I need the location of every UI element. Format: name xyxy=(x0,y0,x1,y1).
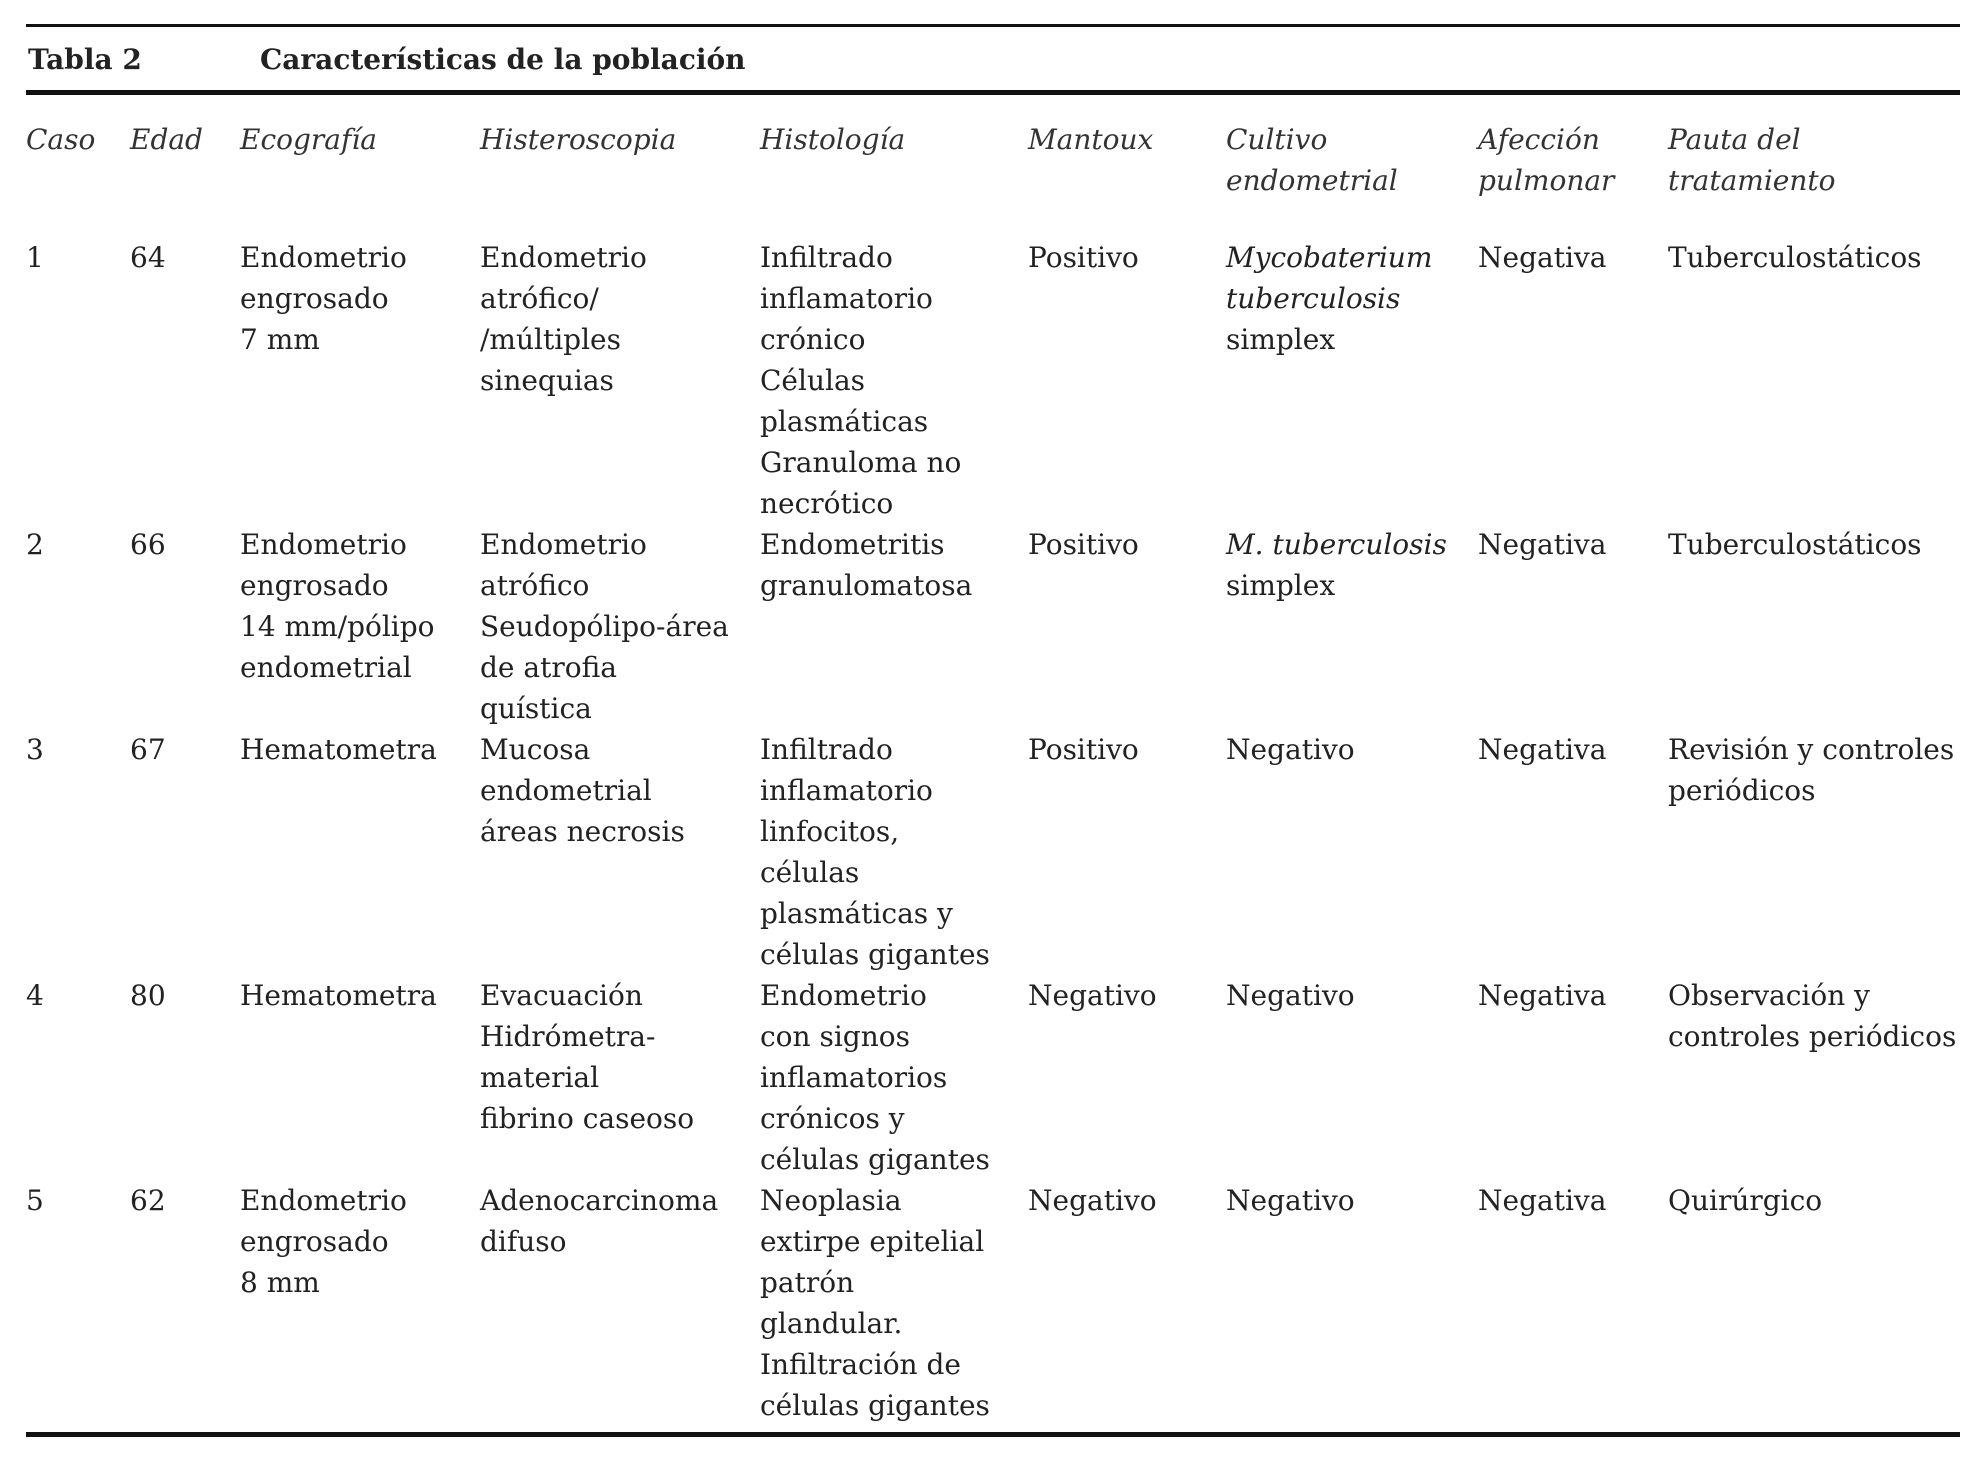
cell-afeccion: Negativa xyxy=(1478,733,1607,766)
cell-cultivo xyxy=(1226,237,1478,524)
cell-histologia xyxy=(760,524,1028,729)
cell-caso: 4 xyxy=(26,979,44,1012)
data-table xyxy=(26,95,1960,1426)
cell-line: Edad xyxy=(130,123,203,156)
cell-line: simplex xyxy=(1226,323,1336,356)
cell-afeccion: Negativa xyxy=(1478,528,1607,561)
cell-line: glandular. xyxy=(760,1307,903,1340)
cell-caso: 2 xyxy=(26,528,44,561)
cell-edad: 64 xyxy=(130,241,166,274)
cell-ecografia xyxy=(240,237,480,524)
bottom-rule xyxy=(26,1432,1960,1437)
cell-histologia xyxy=(760,729,1028,975)
cell-line: periódicos xyxy=(1668,774,1816,807)
cell-line: Evacuación xyxy=(480,979,643,1012)
cell-cultivo xyxy=(1226,524,1478,729)
cell-line: difuso xyxy=(480,1225,567,1258)
cell-afeccion: Negativa xyxy=(1478,979,1607,1012)
cell-mantoux: Positivo xyxy=(1028,241,1139,274)
cell-histologia xyxy=(760,237,1028,524)
cell-line: Hidrómetra- xyxy=(480,1020,656,1053)
cell-line: simplex xyxy=(1226,569,1336,602)
cell-line: con signos xyxy=(760,1020,910,1053)
cell-line: Hematometra xyxy=(240,733,437,766)
cell-pauta xyxy=(1668,237,1960,524)
cell-line: 7 mm xyxy=(240,323,320,356)
cell-mantoux: Negativo xyxy=(1028,1184,1157,1217)
table-caption xyxy=(26,27,1960,90)
cell-line: Endometrio xyxy=(480,528,647,561)
cell-line: Tuberculostáticos xyxy=(1668,528,1922,561)
cell-edad: 66 xyxy=(130,528,166,561)
cell-line: quística xyxy=(480,692,592,725)
cell-line: áreas necrosis xyxy=(480,815,685,848)
cell-line: controles periódicos xyxy=(1668,1020,1957,1053)
cell-caso: 5 xyxy=(26,1184,44,1217)
cell-line: células gigantes xyxy=(760,1389,990,1422)
cell-line: Infiltrado xyxy=(760,733,893,766)
column-header xyxy=(1028,95,1226,237)
cell-line: Endometrio xyxy=(240,241,407,274)
cell-line: /múltiples xyxy=(480,323,621,356)
cell-line: atrófico xyxy=(480,569,590,602)
cell-line: Afección xyxy=(1478,123,1600,156)
cell-line: células gigantes xyxy=(760,938,990,971)
cell-histologia xyxy=(760,1180,1028,1426)
column-header xyxy=(130,95,240,237)
cell-line: Histología xyxy=(760,123,906,156)
cell-mantoux: Positivo xyxy=(1028,733,1139,766)
cell-line: Cultivo xyxy=(1226,123,1328,156)
cell-line: crónico xyxy=(760,323,866,356)
cell-mantoux: Positivo xyxy=(1028,528,1139,561)
column-header xyxy=(1668,95,1960,237)
cell-line: material xyxy=(480,1061,600,1094)
table-row xyxy=(26,729,1960,975)
cell-line: Endometrio xyxy=(240,1184,407,1217)
cell-line: tuberculosis xyxy=(1226,282,1401,315)
cell-line: inflamatorio xyxy=(760,282,933,315)
cell-line: Neoplasia xyxy=(760,1184,902,1217)
cell-pauta xyxy=(1668,524,1960,729)
column-header xyxy=(1226,95,1478,237)
cell-line: engrosado xyxy=(240,1225,389,1258)
table-title: Características de la población xyxy=(260,43,746,76)
cell-line: Endometrio xyxy=(240,528,407,561)
cell-histeroscopia xyxy=(480,1180,760,1426)
cell-line: Endometrio xyxy=(480,241,647,274)
cell-line: atrófico/ xyxy=(480,282,599,315)
cell-line: Mycobaterium xyxy=(1226,241,1433,274)
cell-line: pulmonar xyxy=(1478,164,1615,197)
cell-afeccion: Negativa xyxy=(1478,241,1607,274)
cell-line: linfocitos, xyxy=(760,815,900,848)
cell-line: Negativo xyxy=(1226,979,1355,1012)
cell-line: Revisión y controles xyxy=(1668,733,1955,766)
cell-line: inflamatorios xyxy=(760,1061,948,1094)
cell-line: engrosado xyxy=(240,282,389,315)
cell-line: Adenocarcinoma xyxy=(480,1184,719,1217)
table-label: Tabla 2 xyxy=(28,43,142,76)
cell-line: Infiltración de xyxy=(760,1348,961,1381)
cell-line: Células xyxy=(760,364,865,397)
cell-line: tratamiento xyxy=(1668,164,1836,197)
column-header xyxy=(26,95,130,237)
column-header xyxy=(240,95,480,237)
cell-line: 8 mm xyxy=(240,1266,320,1299)
cell-line: Mucosa xyxy=(480,733,591,766)
cell-ecografia xyxy=(240,524,480,729)
table-row xyxy=(26,1180,1960,1426)
cell-pauta xyxy=(1668,1180,1960,1426)
cell-line: patrón xyxy=(760,1266,855,1299)
cell-pauta xyxy=(1668,729,1960,975)
cell-line: de atrofia xyxy=(480,651,617,684)
cell-line: endometrial xyxy=(480,774,652,807)
cell-line: Quirúrgico xyxy=(1668,1184,1823,1217)
cell-ecografia xyxy=(240,729,480,975)
cell-line: Mantoux xyxy=(1028,123,1154,156)
cell-pauta xyxy=(1668,975,1960,1180)
cell-line: granulomatosa xyxy=(760,569,973,602)
cell-line: fibrino caseoso xyxy=(480,1102,695,1135)
cell-line: Tuberculostáticos xyxy=(1668,241,1922,274)
cell-histeroscopia xyxy=(480,524,760,729)
cell-cultivo xyxy=(1226,729,1478,975)
cell-caso: 3 xyxy=(26,733,44,766)
cell-line: extirpe epitelial xyxy=(760,1225,985,1258)
cell-histeroscopia xyxy=(480,729,760,975)
cell-histeroscopia xyxy=(480,975,760,1180)
cell-line: Ecografía xyxy=(240,123,377,156)
cell-line: Infiltrado xyxy=(760,241,893,274)
cell-cultivo xyxy=(1226,975,1478,1180)
cell-mantoux: Negativo xyxy=(1028,979,1157,1012)
cell-line: Seudopólipo-área xyxy=(480,610,729,643)
cell-ecografia xyxy=(240,975,480,1180)
cell-line: células xyxy=(760,856,860,889)
cell-edad: 62 xyxy=(130,1184,166,1217)
cell-line: M. tuberculosis xyxy=(1226,528,1447,561)
cell-line: Caso xyxy=(26,123,96,156)
cell-line: endometrial xyxy=(240,651,412,684)
cell-line: Negativo xyxy=(1226,733,1355,766)
cell-line: Hematometra xyxy=(240,979,437,1012)
cell-caso: 1 xyxy=(26,241,44,274)
cell-line: Histeroscopia xyxy=(480,123,677,156)
table-row xyxy=(26,524,1960,729)
cell-line: Endometritis xyxy=(760,528,945,561)
table-row xyxy=(26,975,1960,1180)
cell-cultivo xyxy=(1226,1180,1478,1426)
cell-line: inflamatorio xyxy=(760,774,933,807)
cell-ecografia xyxy=(240,1180,480,1426)
cell-line: sinequias xyxy=(480,364,614,397)
cell-edad: 80 xyxy=(130,979,166,1012)
cell-edad: 67 xyxy=(130,733,166,766)
cell-line: engrosado xyxy=(240,569,389,602)
cell-line: Negativo xyxy=(1226,1184,1355,1217)
cell-histeroscopia xyxy=(480,237,760,524)
cell-line: Pauta del xyxy=(1668,123,1801,156)
table-row xyxy=(26,237,1960,524)
cell-line: plasmáticas xyxy=(760,405,929,438)
header-row xyxy=(26,95,1960,237)
cell-line: Observación y xyxy=(1668,979,1870,1012)
cell-line: endometrial xyxy=(1226,164,1398,197)
column-header xyxy=(760,95,1028,237)
cell-line: 14 mm/pólipo xyxy=(240,610,435,643)
cell-line: Granuloma no xyxy=(760,446,962,479)
cell-line: plasmáticas y xyxy=(760,897,953,930)
column-header xyxy=(1478,95,1668,237)
cell-afeccion: Negativa xyxy=(1478,1184,1607,1217)
cell-histologia xyxy=(760,975,1028,1180)
cell-line: necrótico xyxy=(760,487,894,520)
cell-line: crónicos y xyxy=(760,1102,905,1135)
population-table xyxy=(26,24,1960,1437)
cell-line: Endometrio xyxy=(760,979,927,1012)
cell-line: células gigantes xyxy=(760,1143,990,1176)
column-header xyxy=(480,95,760,237)
table-body xyxy=(26,237,1960,1426)
